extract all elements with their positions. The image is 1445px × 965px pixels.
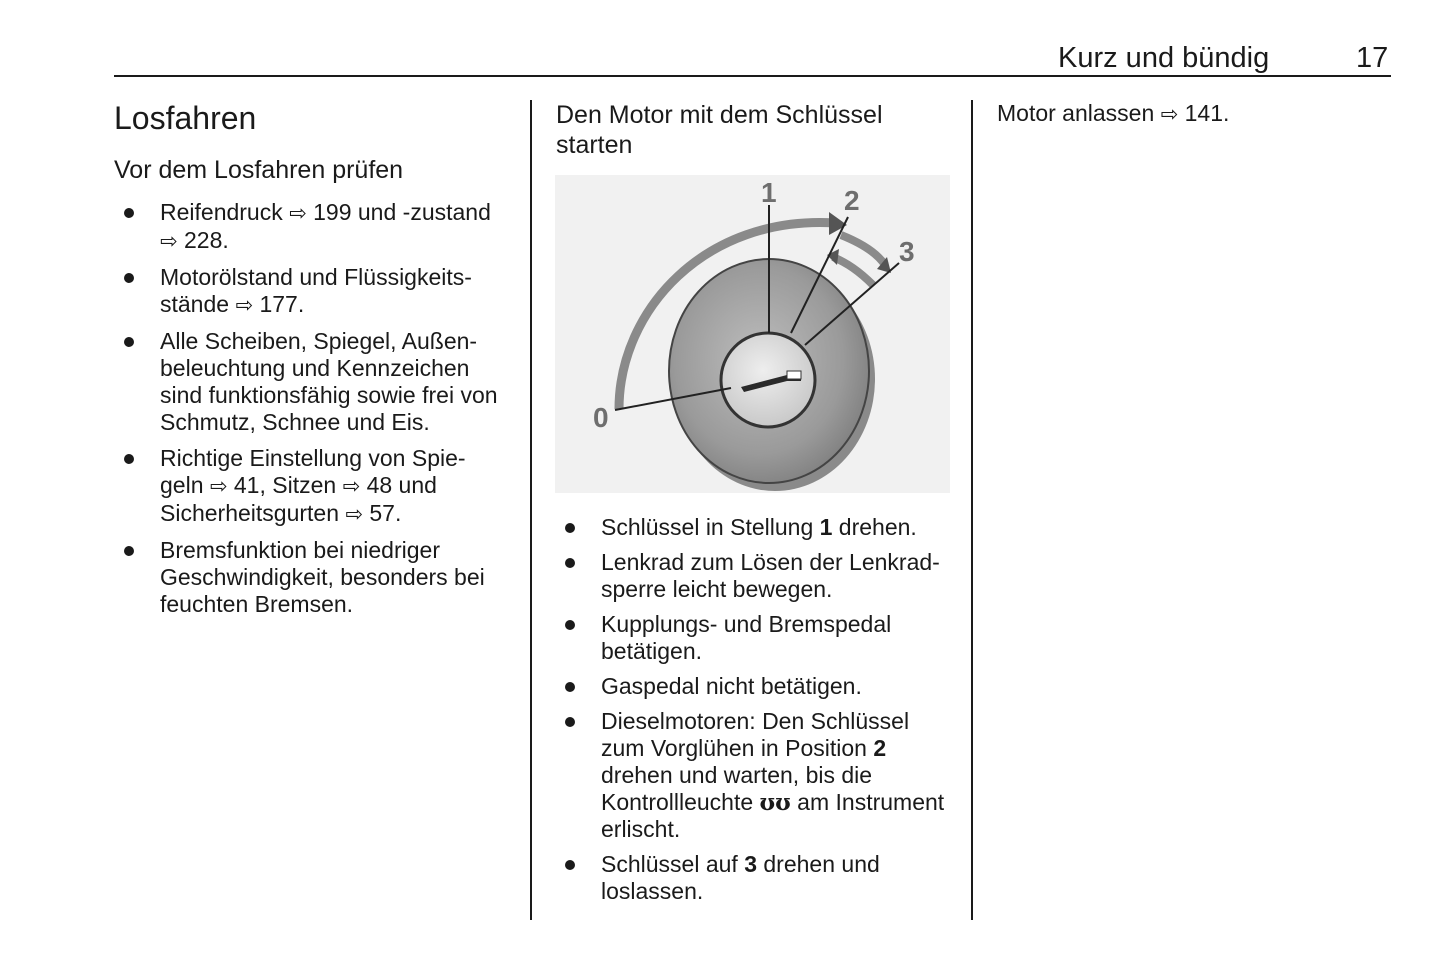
- page-ref-arrow-icon: ⇨: [235, 294, 254, 317]
- bullet-icon: [565, 620, 575, 630]
- checklist: [114, 199, 524, 618]
- procedure-title: Den Motor mit dem Schlüssel starten: [556, 101, 883, 159]
- bullet-icon: [565, 860, 575, 870]
- section-subtitle: Vor dem Losfahren prüfen: [114, 156, 404, 184]
- section-title: Losfahren: [114, 100, 257, 136]
- bullet-icon: [565, 523, 575, 533]
- position-label-2: 2: [844, 185, 860, 216]
- list-item: Richtige Einstellung von Spie- geln ⇨ 41, Sitzen ⇨ 48 und Sicherheitsgurten ⇨ 57.: [114, 445, 524, 528]
- bullet-icon: [565, 558, 575, 568]
- column-divider-right: [971, 100, 973, 920]
- bullet-icon: [124, 337, 134, 347]
- page-ref-arrow-icon: ⇨: [342, 475, 361, 498]
- bullet-icon: [565, 682, 575, 692]
- cross-reference-text: Motor anlassen ⇨ 141.: [997, 100, 1230, 126]
- running-header-title: Kurz und bündig: [1058, 42, 1270, 74]
- list-item: Lenkrad zum Lösen der Lenkrad- sperre leicht bewegen.: [555, 549, 965, 603]
- list-item: Dieselmotoren: Den Schlüssel zum Vorglühen in Position 2 drehen und warten, bis die Kontrollleuchte ʊʊ am Instrument erlischt.: [555, 708, 965, 843]
- ignition-key-figure: [555, 175, 950, 493]
- page-number: 17: [1356, 42, 1389, 74]
- preheat-indicator-icon: ʊʊ: [759, 789, 791, 816]
- list-item: Motorölstand und Flüssigkeits- stände ⇨ 177.: [114, 264, 524, 319]
- list-item: Kupplungs- und Bremspedal betätigen.: [555, 611, 965, 665]
- page-ref-arrow-icon: ⇨: [209, 475, 228, 498]
- bullet-icon: [124, 546, 134, 556]
- key-slot-tip: [787, 371, 801, 379]
- page-ref-arrow-icon: ⇨: [345, 503, 363, 526]
- bullet-icon: [124, 273, 134, 283]
- bullet-icon: [124, 208, 134, 218]
- header-rule: [114, 75, 1391, 77]
- list-item: Bremsfunktion bei niedriger Geschwindigkeit, besonders bei feuchten Bremsen.: [114, 537, 524, 618]
- column-divider-left: [530, 100, 532, 920]
- position-label-0: 0: [593, 402, 609, 433]
- list-item: Alle Scheiben, Spiegel, Außen- beleuchtung und Kennzeichen sind funktionsfähig sowie frei von Schmutz, Schnee und Eis.: [114, 328, 524, 436]
- position-label-1: 1: [761, 177, 777, 208]
- position-label-3: 3: [899, 236, 915, 267]
- list-item: Schlüssel in Stellung 1 drehen.: [555, 514, 965, 541]
- list-item: Schlüssel auf 3 drehen und loslassen.: [555, 851, 965, 905]
- page-ref-arrow-icon: ⇨: [160, 230, 178, 253]
- page-ref-arrow-icon: ⇨: [289, 202, 307, 225]
- bullet-icon: [565, 717, 575, 727]
- list-item: Reifendruck ⇨ 199 und -zustand ⇨ 228.: [114, 199, 524, 255]
- procedure-steps: [555, 514, 965, 905]
- list-item: Gaspedal nicht betätigen.: [555, 673, 965, 700]
- bullet-icon: [124, 454, 134, 464]
- page-ref-arrow-icon: ⇨: [1160, 103, 1179, 126]
